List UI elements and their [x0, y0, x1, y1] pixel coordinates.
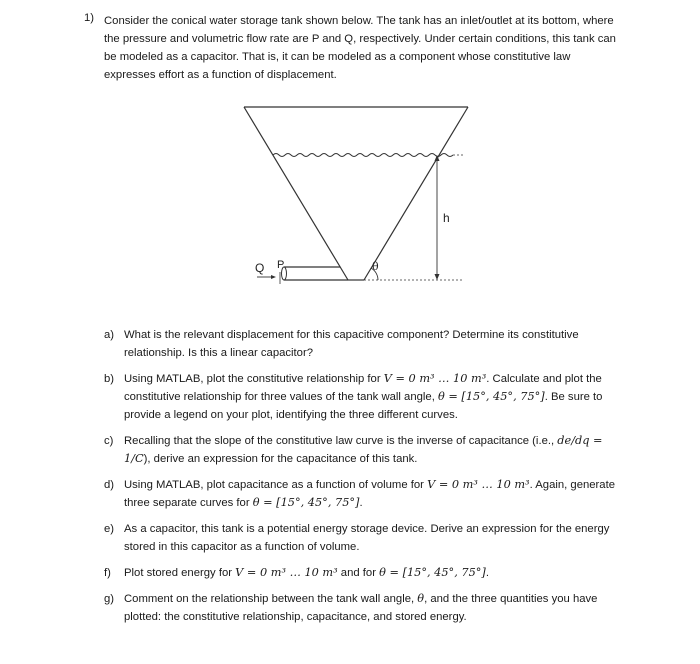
label-q: Q: [255, 261, 265, 275]
part-d: [104, 476, 624, 512]
math-volume-range: V = 0 m³ … 10 m³: [427, 478, 530, 491]
label-h: h: [443, 211, 450, 225]
part-label: b): [104, 373, 115, 385]
math-volume-range: V = 0 m³ … 10 m³: [235, 566, 338, 579]
label-theta: θ: [372, 260, 379, 273]
part-text: . Be sure to provide a legend on your plot, identifying the three different curves.: [124, 391, 603, 421]
part-g: [104, 590, 624, 626]
question-intro: [104, 12, 624, 84]
part-text: .: [359, 497, 363, 509]
part-text: Using MATLAB, plot capacitance as a function of volume for: [124, 479, 428, 491]
part-text: Comment on the relationship between the tank wall angle,: [124, 593, 418, 605]
part-e: [104, 520, 624, 556]
part-label: a): [104, 329, 115, 341]
part-b: [104, 370, 624, 424]
part-label: g): [104, 593, 115, 605]
intro-text: Consider the conical water storage tank shown below. The tank has an inlet/outlet at its bottom, where the pressure and volumetric flow rate are P and Q, respectively. Under certain conditions, this tank can be modeled as a capacitor. That is, it can be modeled as a component whose constitutive law expresses effort as a function of displacement.: [104, 15, 616, 81]
part-text: Using MATLAB, plot the constitutive relationship for: [124, 373, 384, 385]
math-theta-values: θ = [15°, 45°, 75°]: [437, 390, 545, 403]
part-text: , and the three quantities you have plotted: the constitutive relationship, capacitance, and stored energy.: [124, 593, 598, 623]
water-surface: [273, 154, 453, 157]
part-label: f): [104, 567, 111, 579]
part-label: d): [104, 479, 115, 491]
part-text: What is the relevant displacement for this capacitive component? Determine its constitutive relationship. Is this a linear capacitor?: [124, 329, 579, 359]
question-number: 1): [84, 12, 95, 24]
part-text: . Calculate and plot the constitutive relationship for three values of the tank wall angle,: [124, 373, 602, 403]
math-theta-values: θ = [15°, 45°, 75°]: [379, 566, 486, 579]
part-label: c): [104, 435, 114, 447]
part-c: [104, 432, 624, 468]
math-slope-formula: de/dq = 1/C: [124, 434, 603, 465]
part-f: [104, 564, 624, 582]
tank-right-wall: [364, 107, 468, 280]
math-volume-range: V = 0 m³ … 10 m³: [383, 372, 487, 385]
part-label: e): [104, 523, 115, 535]
conical-tank-figure: [240, 100, 480, 300]
part-text: . Again, generate three separate curves for: [124, 479, 616, 509]
tank-left-wall: [244, 107, 348, 280]
part-text: As a capacitor, this tank is a potential energy storage device. Derive an expression for the energy stored in this capacitor as a function of volume.: [124, 523, 610, 553]
math-theta-values: θ = [15°, 45°, 75°]: [252, 496, 360, 509]
part-text: ), derive an expression for the capacitance of this tank.: [143, 453, 418, 465]
question-parts: [104, 326, 624, 634]
part-a: [104, 326, 624, 362]
part-text: Recalling that the slope of the constitutive law curve is the inverse of capacitance (i.e.,: [124, 435, 558, 447]
part-text: and for: [337, 567, 380, 579]
math-theta: θ: [417, 592, 425, 605]
part-text: Plot stored energy for: [124, 567, 236, 579]
height-arrow-bottom: [435, 274, 440, 280]
flow-arrow-head: [271, 275, 276, 279]
label-p: P: [277, 259, 285, 271]
part-text: .: [485, 567, 489, 579]
